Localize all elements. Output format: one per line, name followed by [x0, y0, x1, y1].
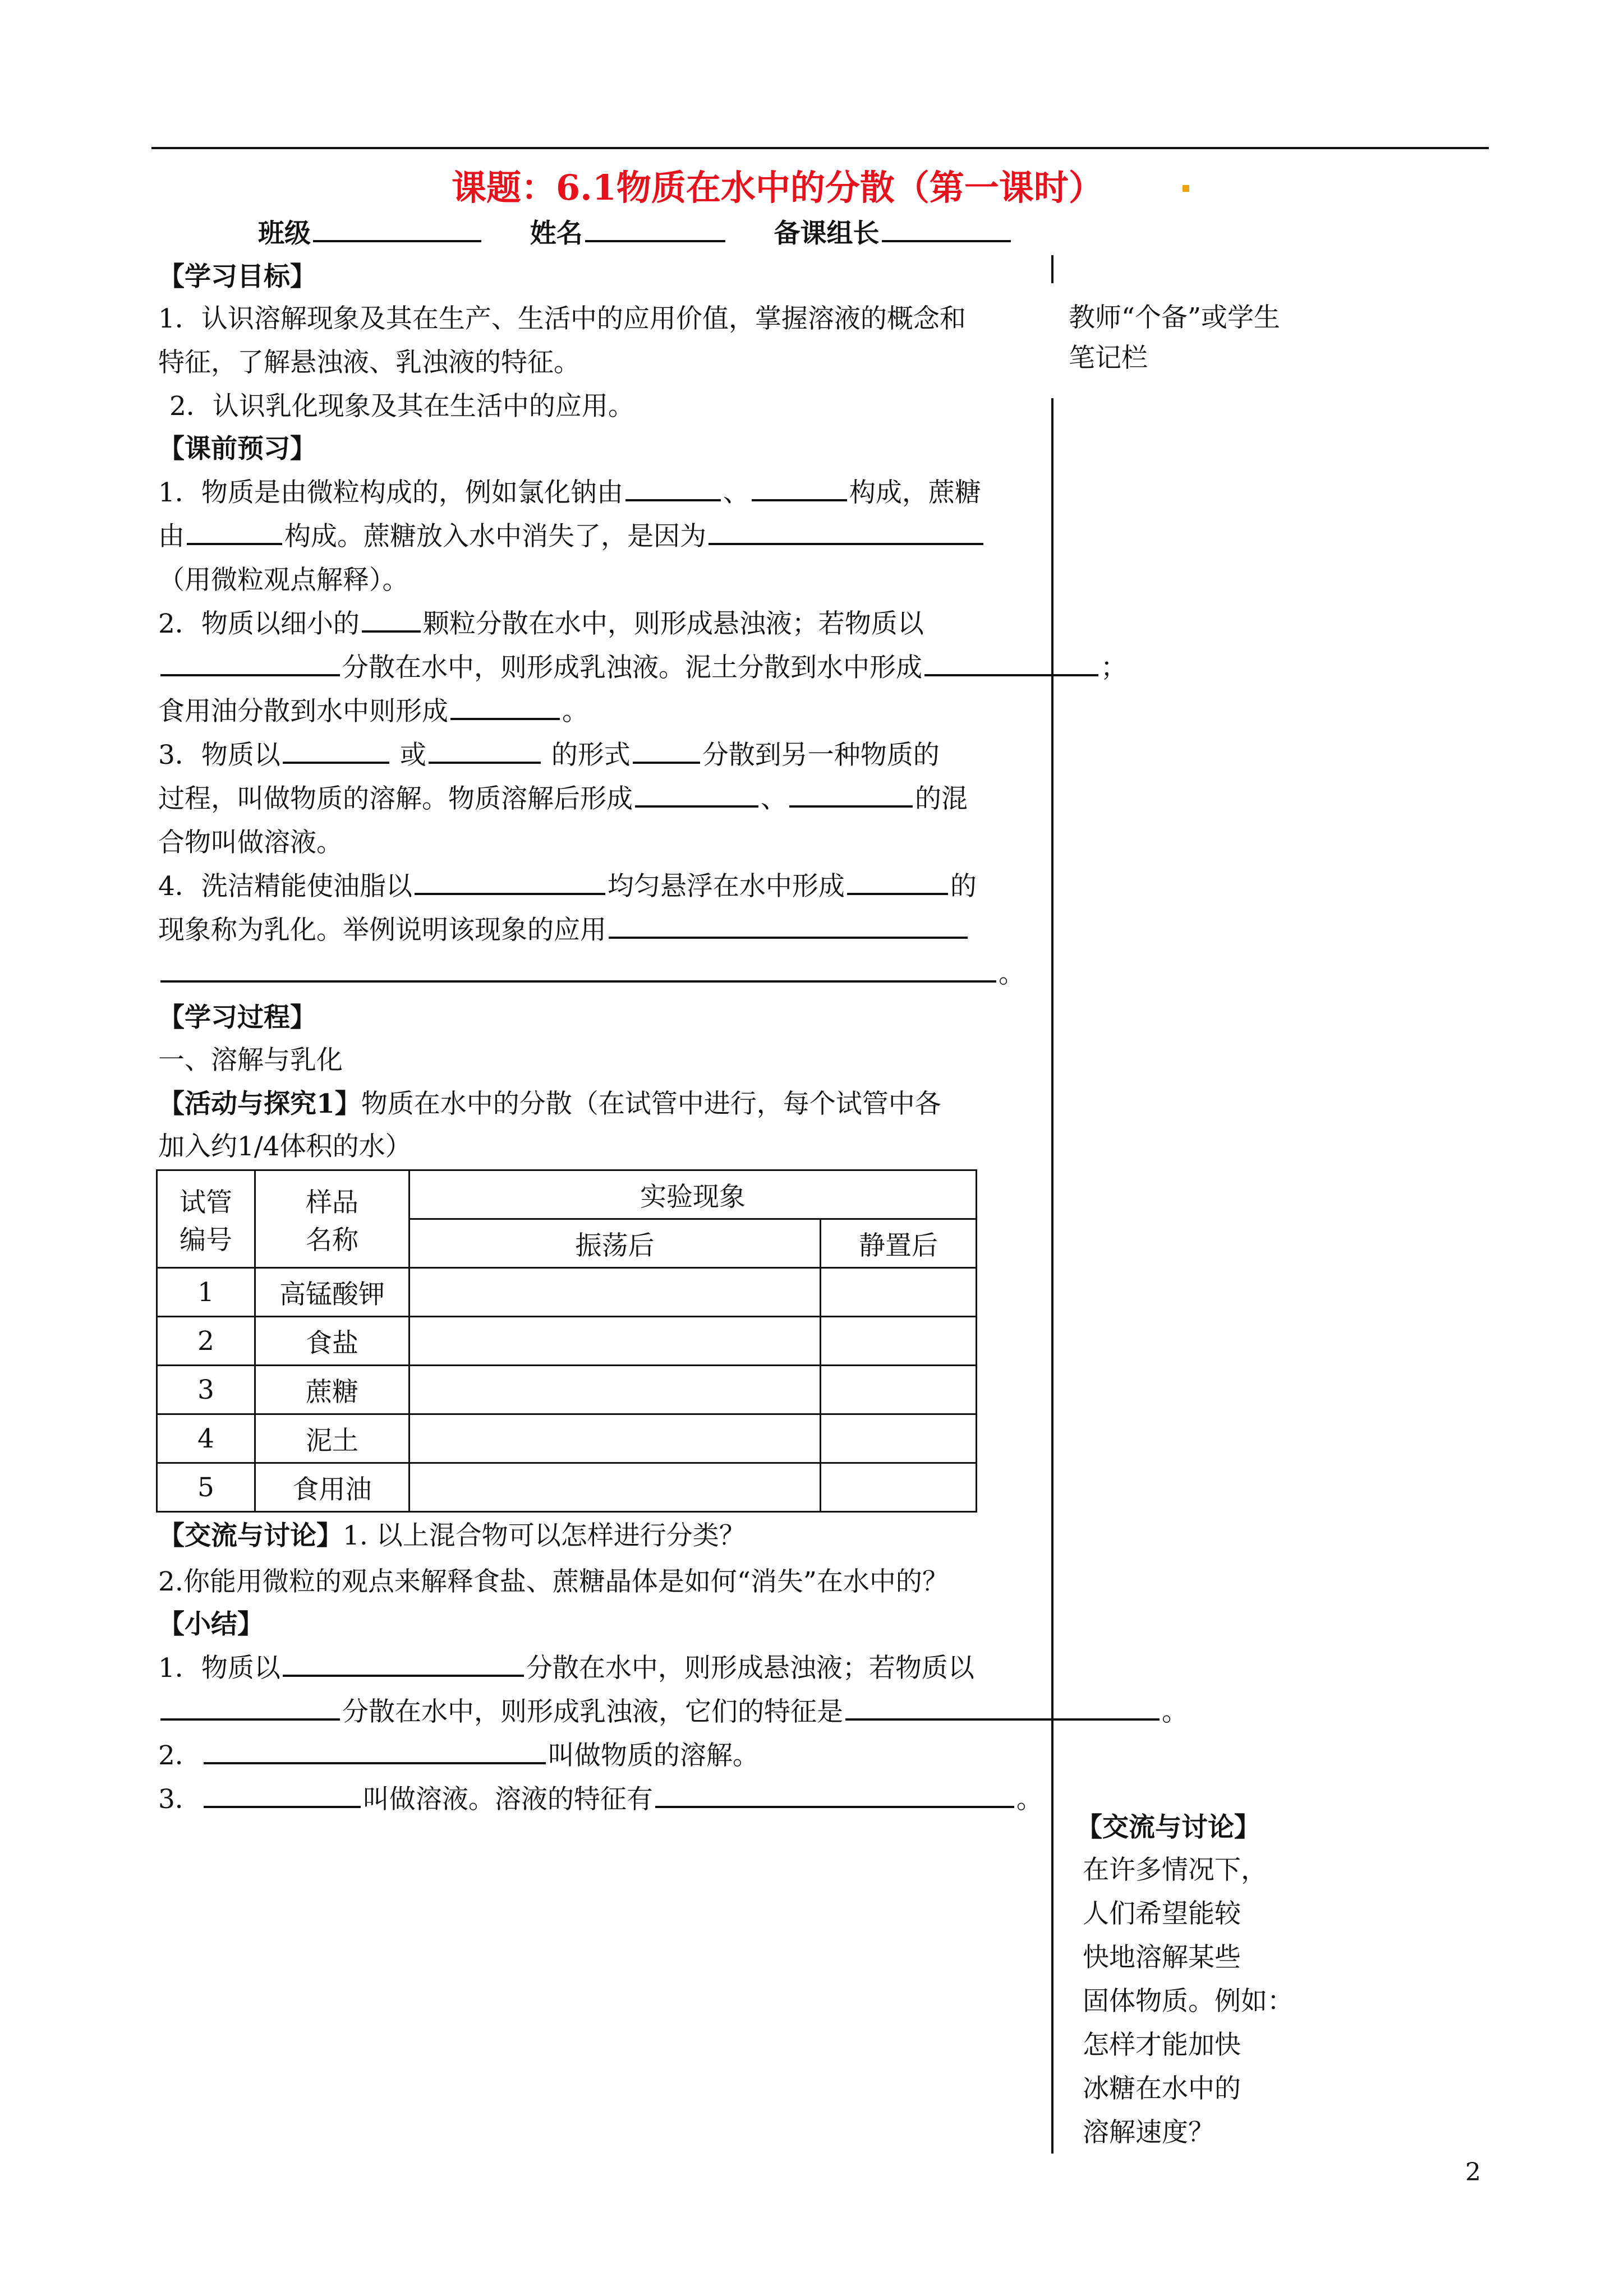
blank-q3-5[interactable]	[789, 777, 913, 808]
sidebar-discussion-line-7: 溶解速度？	[1083, 2117, 1214, 2148]
name-label: 姓名	[530, 218, 583, 249]
preview-q3-line-1: 3．物质以 或 的形式 分散到另一种物质的	[158, 734, 940, 777]
blank-q1-1[interactable]	[625, 471, 721, 501]
sidebar-discussion-line-5: 怎样才能加快	[1083, 2030, 1241, 2060]
cell-shake-3[interactable]	[410, 1366, 821, 1414]
activity-line-1: 【活动与探究1】物质在水中的分散（在试管中进行，每个试管中各	[158, 1089, 941, 1119]
blank-q2-4[interactable]	[450, 690, 560, 720]
discussion-q2: 2.你能用微粒的观点来解释食盐、蔗糖晶体是如何“消失”在水中的？	[158, 1566, 949, 1597]
summary-s3: 3． 叫做溶液。溶液的特征有 。	[158, 1778, 1043, 1822]
process-subsection-1: 一、溶解与乳化	[158, 1045, 343, 1076]
sidebar-discussion-line-4: 固体物质。例如：	[1083, 1986, 1294, 2017]
blank-q4-3[interactable]	[609, 909, 968, 939]
blank-q1-2[interactable]	[752, 471, 847, 501]
blank-s3-1[interactable]	[204, 1778, 361, 1808]
cell-rest-1[interactable]	[821, 1268, 977, 1317]
header-after-rest: 静置后	[821, 1219, 977, 1268]
cell-shake-1[interactable]	[410, 1268, 821, 1317]
discussion-q1: 【交流与讨论】1. 以上混合物可以怎样进行分类？	[158, 1520, 746, 1551]
blank-s2-1[interactable]	[204, 1734, 546, 1764]
summary-s2: 2． 叫做物质的溶解。	[158, 1734, 759, 1778]
summary-s1-line-1: 1．物质以 分散在水中，则形成悬浊液；若物质以	[158, 1647, 974, 1690]
goal-1-line-2: 特征，了解悬浊液、乳浊液的特征。	[158, 347, 580, 378]
header-tube-no: 试管 编号	[157, 1170, 255, 1268]
cell-rest-3[interactable]	[821, 1366, 977, 1414]
table-row: 1 高锰酸钾	[157, 1268, 977, 1317]
preview-q2-line-1: 2．物质以细小的 颗粒分散在水中，则形成悬浊液；若物质以	[158, 602, 924, 646]
cell-shake-5[interactable]	[410, 1463, 821, 1512]
summary-header: 【小结】	[158, 1609, 264, 1640]
class-blank[interactable]	[313, 212, 481, 242]
table-row: 3 蔗糖	[157, 1366, 977, 1414]
table-row: 4 泥土	[157, 1414, 977, 1463]
table-row: 5 食用油	[157, 1463, 977, 1512]
cell-rest-4[interactable]	[821, 1414, 977, 1463]
preview-q3-line-3: 合物叫做溶液。	[158, 827, 343, 858]
leader-label: 备课组长	[774, 218, 880, 249]
blank-s1-2[interactable]	[160, 1690, 340, 1721]
table-row: 2 食盐	[157, 1317, 977, 1366]
process-header: 【学习过程】	[158, 1002, 316, 1033]
page-number: 2	[1465, 2158, 1481, 2187]
experiment-table	[156, 1169, 977, 1513]
summary-s1-line-2: 分散在水中，则形成乳浊液，它们的特征是 。	[158, 1690, 1188, 1734]
sidebar-discussion-line-1: 在许多情况下，	[1083, 1855, 1267, 1885]
sidebar-discussion-line-2: 人们希望能较	[1083, 1898, 1241, 1929]
blank-q2-3[interactable]	[924, 646, 1098, 676]
blank-q3-1[interactable]	[283, 734, 389, 764]
sidebar-discussion-line-6: 冰糖在水中的	[1083, 2073, 1241, 2104]
blank-s3-2[interactable]	[655, 1778, 1014, 1808]
blank-q3-4[interactable]	[635, 777, 758, 808]
info-row	[258, 212, 1013, 256]
header-after-shake: 振荡后	[410, 1219, 821, 1268]
preview-q4-line-1: 4．洗洁精能使油脂以 均匀悬浮在水中形成 的	[158, 865, 977, 909]
cell-shake-4[interactable]	[410, 1414, 821, 1463]
sidebar-note-line-1: 教师“个备”或学生	[1069, 302, 1281, 333]
preview-q4-line-3: 。	[158, 952, 1025, 996]
preview-header: 【课前预习】	[158, 434, 316, 464]
goal-2: 2．认识乳化现象及其在生活中的应用。	[169, 391, 634, 422]
sidebar-discussion-line-3: 快地溶解某些	[1083, 1942, 1241, 1973]
sidebar-discussion-header: 【交流与讨论】	[1076, 1812, 1260, 1843]
page-title: 课题：6.1物质在水中的分散（第一课时）	[452, 167, 1103, 208]
activity-line-2: 加入约1/4体积的水）	[158, 1131, 412, 1162]
top-rule	[151, 147, 1489, 149]
header-phenomenon: 实验现象	[410, 1170, 977, 1219]
title-dot-mark	[1183, 185, 1189, 192]
blank-q3-2[interactable]	[429, 734, 541, 764]
blank-q4-1[interactable]	[415, 865, 605, 895]
preview-q1-line-1: 1．物质是由微粒构成的，例如氯化钠由 、 构成，蔗糖	[158, 471, 981, 515]
leader-blank[interactable]	[882, 212, 1011, 242]
sidebar-note-line-2: 笔记栏	[1069, 343, 1148, 374]
blank-s1-3[interactable]	[845, 1690, 1160, 1721]
preview-q1-line-3: （用微粒观点解释）。	[158, 565, 409, 596]
blank-q2-2[interactable]	[160, 646, 340, 676]
blank-q1-3[interactable]	[187, 515, 282, 545]
blank-s1-1[interactable]	[283, 1647, 524, 1677]
preview-q1-line-2: 由 构成。蔗糖放入水中消失了，是因为	[158, 515, 986, 559]
blank-q2-1[interactable]	[362, 602, 421, 633]
blank-q3-3[interactable]	[633, 734, 700, 764]
blank-q4-4[interactable]	[160, 952, 996, 983]
preview-q2-line-2: 分散在水中，则形成乳浊液。泥土分散到水中形成 ；	[158, 646, 1127, 690]
header-sample-name: 样品 名称	[255, 1170, 410, 1268]
cell-rest-5[interactable]	[821, 1463, 977, 1512]
cell-shake-2[interactable]	[410, 1317, 821, 1366]
cell-rest-2[interactable]	[821, 1317, 977, 1366]
preview-q4-line-2: 现象称为乳化。举例说明该现象的应用	[158, 909, 970, 952]
name-blank[interactable]	[585, 212, 725, 242]
goals-header: 【学习目标】	[158, 261, 316, 292]
preview-q2-line-3: 食用油分散到水中则形成 。	[158, 690, 588, 734]
blank-q4-2[interactable]	[847, 865, 948, 895]
class-label: 班级	[258, 218, 311, 249]
goal-1-line-1: 1．认识溶解现象及其在生产、生活中的应用价值，掌握溶液的概念和	[158, 303, 966, 334]
column-divider-upper	[1051, 255, 1053, 283]
preview-q3-line-2: 过程，叫做物质的溶解。物质溶解后形成 、 的混	[158, 777, 968, 821]
blank-q1-4[interactable]	[709, 515, 983, 545]
